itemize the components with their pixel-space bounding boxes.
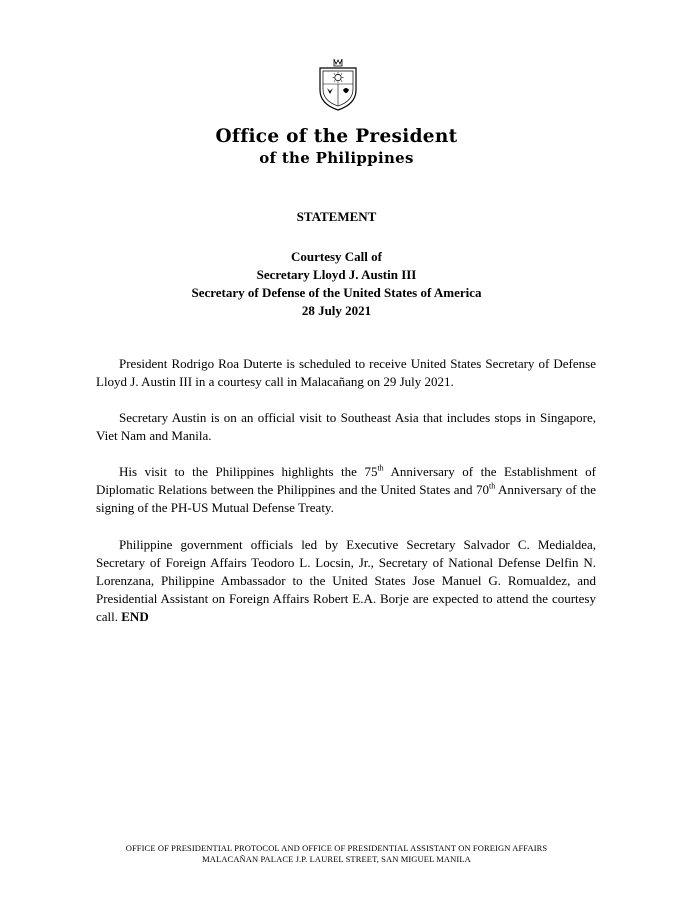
title-line: Courtesy Call of [291, 249, 382, 264]
title-line: Secretary of Defense of the United States of America [191, 285, 482, 300]
paragraph-text [96, 463, 596, 517]
philippine-seal-icon [316, 58, 360, 112]
paragraph-text: Secretary Austin is on an official visit to Southeast Asia that includes stops in Singapore, Viet Nam and Manila. [96, 410, 596, 443]
footer-line: OFFICE OF PRESIDENTIAL PROTOCOL AND OFFICE OF PRESIDENTIAL ASSISTANT ON FOREIGN AFFAIRS [125, 843, 548, 853]
document-type [0, 208, 673, 226]
office-title: Office of the President [215, 126, 458, 147]
title-line: Secretary Lloyd J. Austin III [256, 267, 417, 282]
document-title-block [0, 248, 673, 320]
paragraph-3 [96, 463, 596, 517]
office-subtitle: of the Philippines [259, 149, 414, 167]
paragraph-1 [96, 355, 596, 391]
statement-label: STATEMENT [296, 209, 377, 224]
text-run: Anniversary of the signing of the PH-US Mutual Defense Treaty. [96, 482, 596, 515]
end-mark: END [121, 609, 149, 624]
paragraph-text [96, 536, 596, 626]
footer-address: MALACAÑAN PALACE J.P. LAUREL STREET, SAN MIGUEL MANILA [202, 854, 471, 864]
paragraph-text: President Rodrigo Roa Duterte is scheduled to receive United States Secretary of Defense Lloyd J. Austin III in a courtesy call in Malacañang on 29 July 2021. [96, 356, 596, 389]
footer [0, 843, 673, 865]
text-run: Anniversary of the Establishment of Diplomatic Relations between the Philippines and the United States and 70 [96, 464, 596, 497]
paragraph-2 [96, 409, 596, 445]
ordinal-suffix: th [377, 463, 384, 473]
ordinal-suffix: th [489, 481, 496, 491]
document-date: 28 July 2021 [301, 303, 372, 318]
text-run: Philippine government officials led by Executive Secretary Salvador C. Medialdea, Secretary of Foreign Affairs Teodoro L. Locsin, Jr., Secretary of National Defense Delfin N. Lorenzana, Philippine Ambassador to the United States Jose Manuel G. Romualdez, and Presidential Assistant on Foreign Affairs Robert E.A. Borje are expected to attend the courtesy call. [96, 537, 596, 624]
text-run: His visit to the Philippines highlights the 75 [119, 464, 378, 479]
paragraph-4 [96, 536, 596, 626]
